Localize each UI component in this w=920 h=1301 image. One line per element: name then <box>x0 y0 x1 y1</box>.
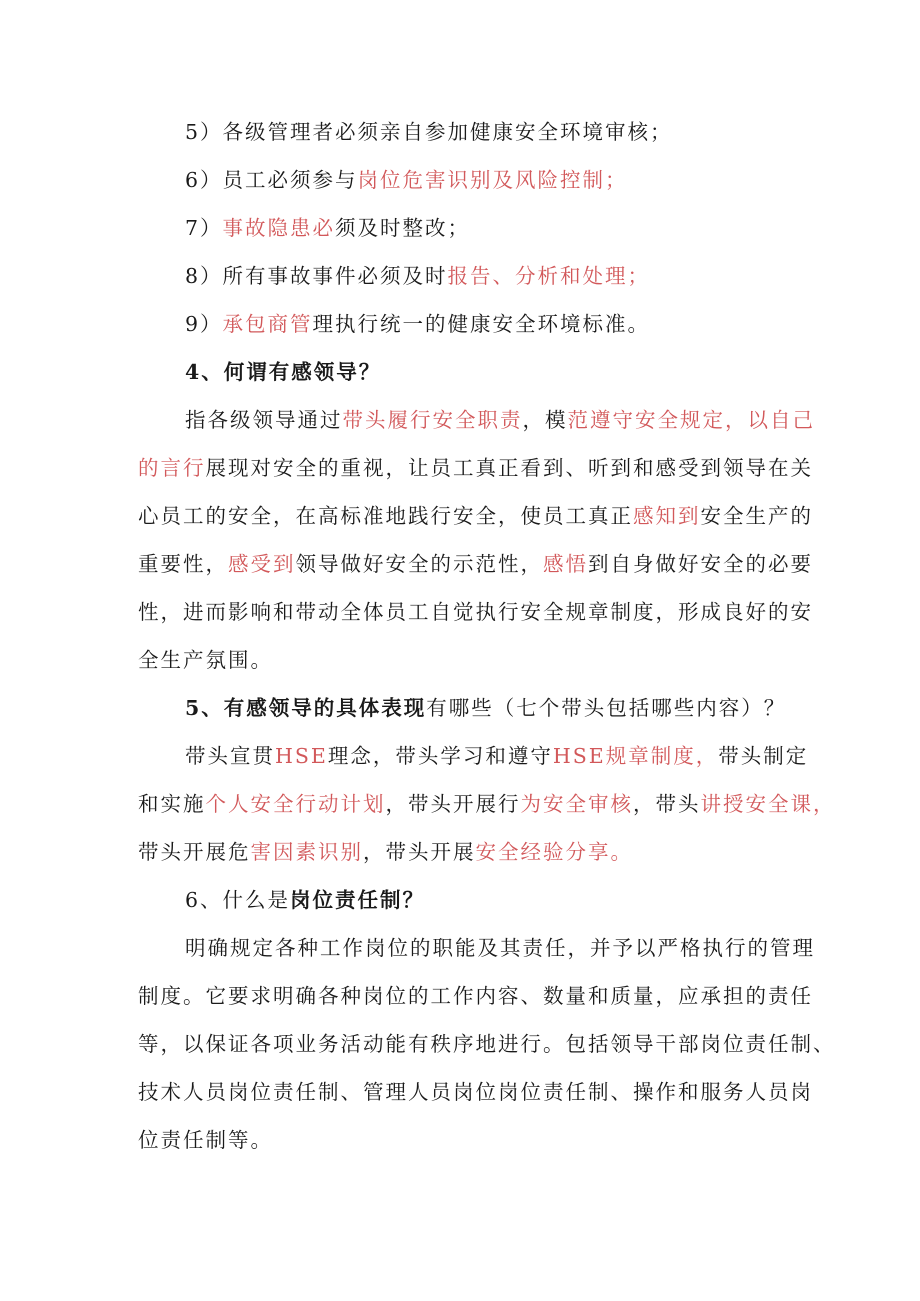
answer-5-text: 带头开展危 <box>138 840 251 864</box>
question-5-title: 有感领导的具体表现 <box>223 696 427 720</box>
answer-4-line-4 <box>138 550 813 578</box>
question-5-number: 5、 <box>185 696 224 720</box>
item-7 <box>185 214 800 242</box>
answer-6-text: 技术人员岗位责任制、管理人员岗位岗位责任制、操作和服务人员岗 <box>138 1080 813 1104</box>
answer-6-text: 明确规定各种工作岗位的职能及其责任，并予以严格执行的管理 <box>185 936 815 960</box>
answer-5-line-3 <box>138 838 800 866</box>
answer-6-line-5 <box>138 1126 800 1154</box>
answer-5-highlight: HSE规章制度， <box>552 744 719 768</box>
answer-5-text: 带头宣贯 <box>185 744 275 768</box>
answer-4-line-1 <box>185 406 815 434</box>
answer-6-line-3 <box>138 1030 836 1058</box>
answer-6-line-4 <box>138 1078 813 1106</box>
answer-5-highlight: 个人安全行动计划 <box>205 792 386 816</box>
answer-4-text: 展现对安全的重视，让员工真正看到、听到和感受到领导在关 <box>205 456 813 480</box>
answer-4-text: 领导做好安全的示范性， <box>295 552 543 576</box>
answer-6-text: 位责任制等。 <box>138 1128 273 1152</box>
item-9 <box>185 310 800 338</box>
answer-5-line-1 <box>185 742 809 770</box>
answer-4-highlight: 感知到 <box>633 504 701 528</box>
answer-4-line-5 <box>138 598 813 626</box>
answer-4-text: ，模 <box>522 408 568 432</box>
answer-5-highlight: 害因素识别 <box>250 840 363 864</box>
answer-6-line-1 <box>185 934 815 962</box>
answer-4-highlight: 感受到 <box>228 552 296 576</box>
question-6-title: 岗位责任制？ <box>290 888 426 912</box>
answer-4-text: 全生产氛围。 <box>138 648 273 672</box>
item-5-text: 5）各级管理者必须亲自参加健康安全环境审核； <box>185 120 673 144</box>
answer-4-highlight: 的言行 <box>138 456 206 480</box>
answer-4-line-6 <box>138 646 800 674</box>
answer-5-text: 和实施 <box>138 792 206 816</box>
item-6-highlight: 岗位危害识别及风险控制； <box>357 168 628 192</box>
answer-4-text: 心员工的安全，在高标准地践行安全，使员工真正 <box>138 504 633 528</box>
answer-5-text: ，带头开展行 <box>385 792 521 816</box>
item-8 <box>185 262 800 290</box>
answer-4-line-2 <box>138 454 813 482</box>
item-8-text: 8）所有事故事件必须及时 <box>185 264 448 288</box>
item-9-highlight: 承包商管 <box>222 312 313 336</box>
question-4-title: 4、何谓有感领导？ <box>185 360 382 384</box>
item-8-highlight: 报告、分析和处理； <box>447 264 651 288</box>
question-5-title-rest: 有哪些（七个带头包括哪些内容）？ <box>426 696 787 720</box>
question-5-heading <box>185 694 800 722</box>
answer-5-text: 理念，带头学习和遵守 <box>327 744 553 768</box>
item-9-text: 理执行统一的健康安全环境标准。 <box>312 312 651 336</box>
answer-4-highlight: 范遵守安全规定，以自己 <box>567 408 815 432</box>
question-6-heading <box>185 886 800 914</box>
answer-6-text: 等，以保证各项业务活动能有秩序地进行。包括领导干部岗位责任制、 <box>138 1032 836 1056</box>
answer-5-highlight: 安全经验分享。 <box>475 840 633 864</box>
answer-5-text: 带头制定 <box>718 744 809 768</box>
answer-5-highlight: HSE <box>275 744 328 768</box>
answer-4-text: 到自身做好安全的必要 <box>588 552 813 576</box>
answer-4-highlight: 感悟 <box>543 552 588 576</box>
item-6-text: 6）员工必须参与 <box>185 168 358 192</box>
answer-4-text: 重要性， <box>138 552 228 576</box>
question-4-heading <box>185 358 800 386</box>
answer-4-text: 安全生产的 <box>700 504 813 528</box>
item-6 <box>185 166 800 194</box>
item-5 <box>185 118 800 146</box>
answer-5-text: ，带头开展 <box>363 840 476 864</box>
answer-4-text: 指各级领导通过 <box>185 408 343 432</box>
item-7-number: 7） <box>185 216 223 240</box>
item-9-number: 9） <box>185 312 223 336</box>
question-6-number: 6、什么是 <box>185 888 291 912</box>
answer-5-text: ，带头 <box>633 792 701 816</box>
answer-5-highlight: 为安全审核 <box>520 792 633 816</box>
answer-5-highlight: 讲授安全课， <box>700 792 836 816</box>
item-7-text: 须及时整改； <box>335 216 471 240</box>
answer-4-highlight: 带头履行安全职责 <box>342 408 523 432</box>
answer-4-line-3 <box>138 502 813 530</box>
item-7-highlight: 事故隐患必 <box>222 216 336 240</box>
answer-6-text: 制度。它要求明确各种岗位的工作内容、数量和质量，应承担的责任 <box>138 984 813 1008</box>
answer-5-line-2 <box>138 790 836 818</box>
answer-6-line-2 <box>138 982 813 1010</box>
answer-4-text: 性，进而影响和带动全体员工自觉执行安全规章制度，形成良好的安 <box>138 600 813 624</box>
